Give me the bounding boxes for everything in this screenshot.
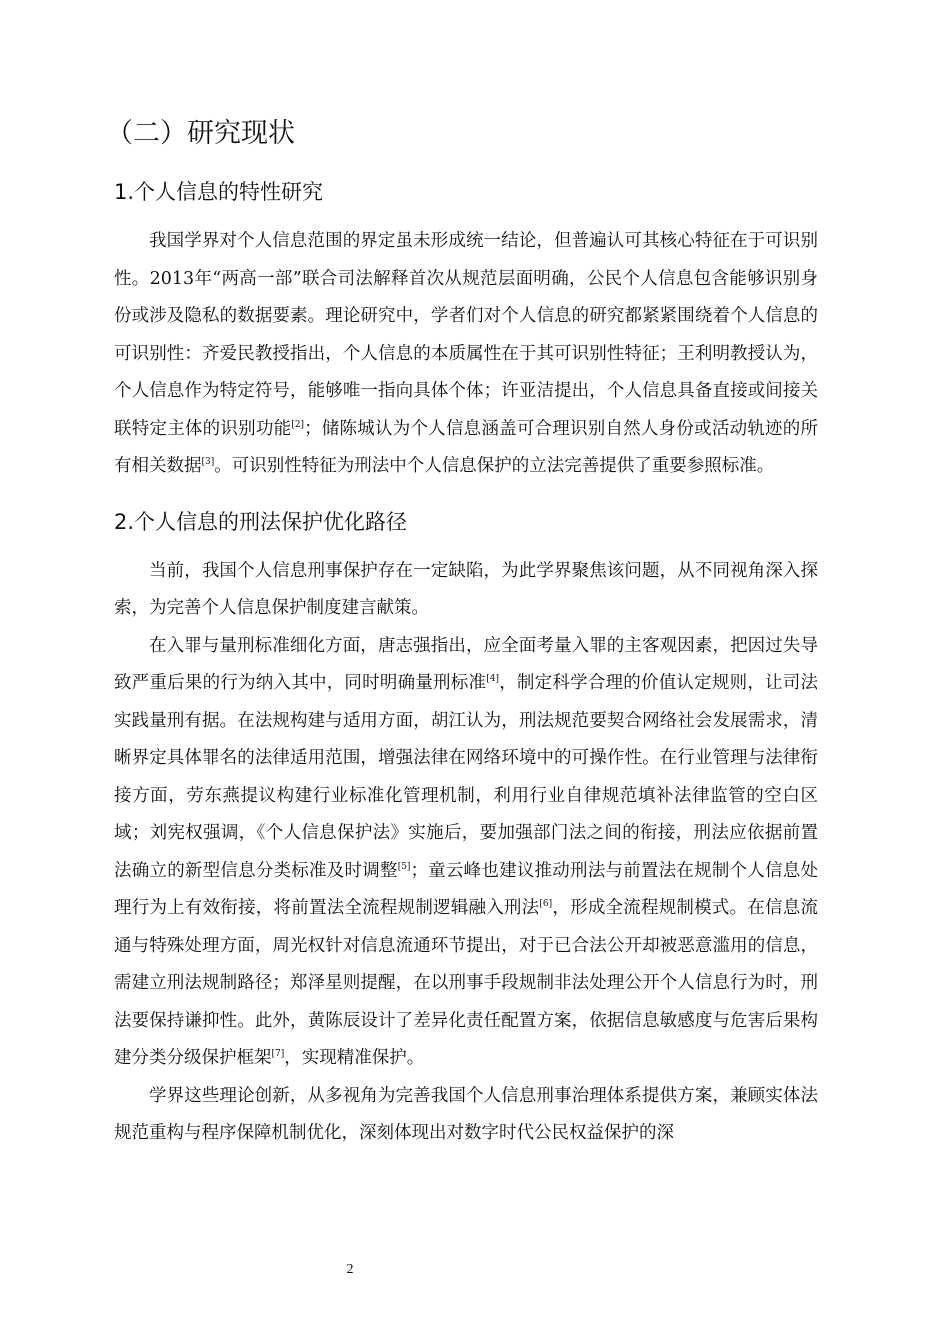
- text-run: ；储陈城认为个人信息涵盖可合理识别自然人身份或活动轨迹的所有相关数据: [114, 418, 819, 476]
- citation-5[interactable]: [5]: [397, 861, 411, 872]
- citation-4[interactable]: [4]: [486, 674, 499, 684]
- subsection-title-1: 1.个人信息的特性研究: [114, 180, 324, 204]
- text-run: 在入罪与量刑标准细化方面，唐志强指出，应全面考量入罪的主客观因素，把因过失导致严重后果的行为纳入其中，同时明确量刑标准: [114, 635, 818, 693]
- page-number: 2: [346, 1262, 354, 1277]
- subsection-title-2: 2.个人信息的刑法保护优化路径: [114, 509, 408, 534]
- citation-6[interactable]: [6]: [539, 899, 553, 909]
- text-run: 。可识别性特征为刑法中个人信息保护的立法完善提供了重要参照标准。: [214, 456, 775, 476]
- page-content: [106, 104, 819, 1153]
- citation-3[interactable]: [3]: [201, 457, 215, 467]
- text-run: ，形成全流程规制模式。在信息流通与特殊处理方面，周光权针对信息流通环节提出，对于已合法公开却被恶意滥用的信息，需建立刑法规制路径；郑泽星则提醒，在以刑事手段规制非法处理公开个人信息行为时，刑法要保持谦抑性。此外，黄陈辰设计了差异化责任配置方案，依据信息敏感度与危害后果构建分类分级保护框架: [114, 898, 819, 1068]
- citation-7[interactable]: [7]: [271, 1049, 285, 1059]
- text-run: ，制定科学合理的价值认定规则，让司法实践量刑有据。在法规构建与适用方面，胡江认为，刑法规范要契合网络社会发展需求，清晰界定具体罪名的法律适用范围，增强法律在网络环境中的可操作性。在行业管理与法律衔接方面，劳东燕提议构建行业标准化管理机制，利用行业自律规范填补法律监管的空白区域；刘宪权强调，《个人信息保护法》实施后，要加强部门法之间的衔接，刑法应依据前置法确立的新型信息分类标准及时调整: [114, 673, 819, 881]
- paragraph-current-situation: 当前，我国个人信息刑事保护存在一定缺陷，为此学界聚焦该问题，从不同视角深入探索，为完善个人信息保护制度建言献策。: [114, 560, 818, 618]
- paragraph-conclusion: 学界这些理论创新，从多视角为完善我国个人信息刑事治理体系提供方案，兼顾实体法规范重构与程序保障机制优化，深刻体现出对数字时代公民权益保护的深: [114, 1085, 818, 1143]
- citation-2[interactable]: [2]: [291, 419, 305, 430]
- text-run: 我国学界对个人信息范围的界定虽未形成统一结论，但普遍认可其核心特征在于可识别性。2013年“两高一部”联合司法解释首次从规范层面明确，公民个人信息包含能够识别身份或涉及隐私的数据要素。理论研究中，学者们对个人信息的研究都紧紧围绕着个人信息的可识别性：齐爱民教授指出，个人信息的本质属性在于其可识别性特征；王利明教授认为，个人信息作为特定符号，能够唯一指向具体个体；许亚洁提出，个人信息具备直接或间接关联特定主体的识别功能: [114, 231, 818, 439]
- text-run: ；童云峰也建议推动刑法与前置法在规制个人信息处理行为上有效衔接，将前置法全流程规制逻辑融入刑法: [114, 860, 819, 918]
- text-run: ，实现精准保护。: [284, 1048, 425, 1068]
- section-title: （二）研究现状: [106, 118, 295, 149]
- paragraph-optimization-paths: [114, 628, 818, 1078]
- paragraph-identifiability: [114, 223, 818, 486]
